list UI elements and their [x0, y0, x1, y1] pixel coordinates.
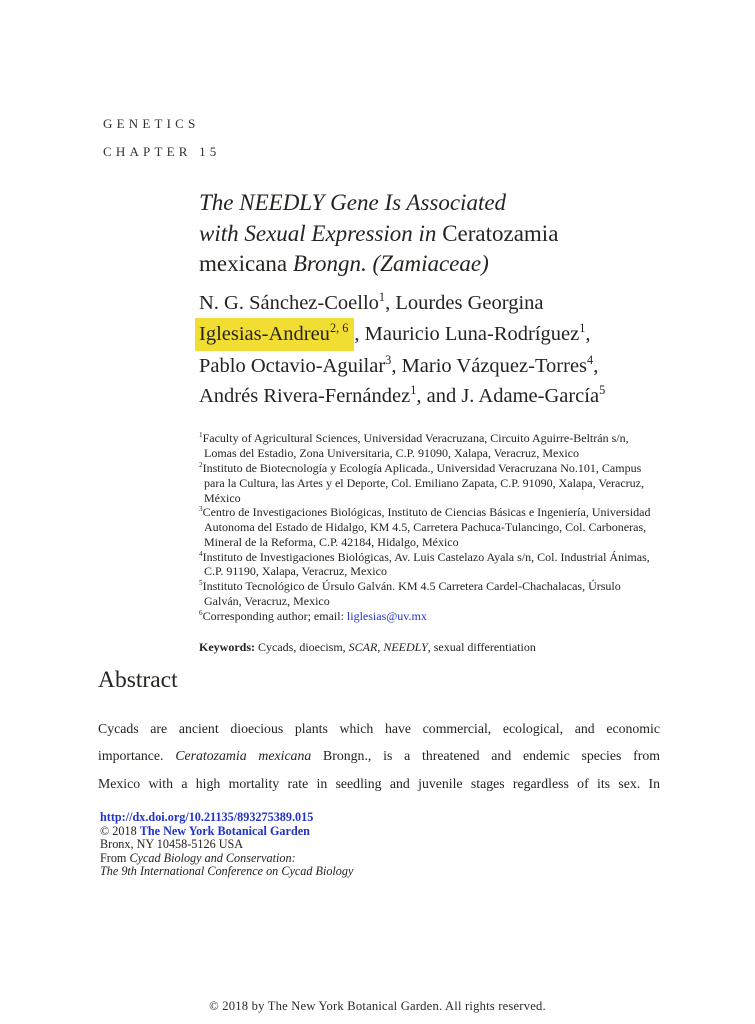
superscript: 1 [199, 431, 203, 440]
text-segment: Corresponding author; email: [202, 608, 347, 623]
keywords-line [199, 640, 661, 655]
text-segment: The NEEDLY Gene Is Associated [199, 190, 507, 215]
affiliation-4 [199, 550, 661, 580]
superscript: 1 [410, 383, 417, 398]
abstract-section [98, 667, 660, 797]
text-segment: Centro de Investigaciones Biológicas, Instituto de Ciencias Básicas e Ingeniería, Universidad Autonoma del Estado de Hidalgo, KM 4.5, Carretera Pachuca-Tulancingo, Col. Carboneras, Mineral de la Reforma, C.P. 42184, Hidalgo, México [202, 505, 651, 549]
chapter-title [199, 188, 661, 280]
copyright-line: © 2018 by The New York Botanical Garden. All rights reserved. [209, 999, 546, 1013]
superscript: 3 [199, 505, 203, 514]
abstract-heading: Abstract [98, 667, 178, 693]
text-segment: The 9th International Conference on Cycad Biology [100, 864, 354, 879]
text-segment: , sexual differentiation [427, 639, 536, 654]
superscript: 3 [385, 353, 392, 368]
text-segment: Iglesias-Andreu [199, 322, 330, 345]
text-segment: , Mauricio Luna-Rodríguez [354, 322, 580, 345]
text-segment: Ceratozamia [442, 220, 559, 246]
text-segment: Cycads are ancient dioecious plants which have commercial, ecological, and economic [98, 721, 660, 736]
superscript: 6 [199, 608, 203, 617]
series-label: GENETICS [103, 116, 200, 131]
text-segment: Cycads, dioecism, [255, 639, 349, 654]
affiliations-list [199, 431, 661, 623]
chapter-label: CHAPTER 15 [103, 144, 221, 159]
nybg-link[interactable]: The New York Botanical Garden [139, 823, 310, 838]
superscript: 4 [587, 353, 594, 368]
text-segment: Faculty of Agricultural Sciences, Universidad Veracruzana, Circuito Aguirre-Beltrán s/n, Lomas del Estadio, Zona Universitaria, C.P. 91090, Xalapa, Veracruz, Mexico [202, 431, 629, 461]
text-segment: From [100, 850, 130, 865]
title-block [199, 188, 661, 654]
superscript: 1 [378, 289, 386, 304]
credits-block [100, 811, 353, 879]
text-segment: , [585, 322, 591, 345]
affiliation-3 [199, 505, 661, 549]
text-segment: Pablo Octavio-Aguilar [199, 354, 386, 377]
authors-list [199, 288, 661, 412]
text-segment: Instituto de Biotecnología y Ecología Aplicada., Universidad Veracruzana No.101, Campus para la Cultura, las Artes y el Deporte, Col. Emiliano Zapata, C.P. 91090, Xalapa, Veracruz, México [202, 460, 644, 505]
text-segment: , and J. Adame-García [416, 385, 600, 408]
text-segment: , [377, 639, 384, 654]
text-segment: NEEDLY [383, 639, 428, 654]
text-segment: importance. [98, 748, 176, 764]
text-segment: , Mario Vázquez-Torres [391, 354, 588, 377]
text-segment: , Lourdes Georgina [385, 291, 544, 314]
chapter-header [103, 116, 220, 160]
text-segment: Andrés Rivera-Fernández [199, 385, 411, 408]
email-link[interactable]: liglesias@uv.mx [346, 608, 427, 623]
affiliation-1 [199, 431, 661, 461]
text-segment: Keywords: [199, 639, 255, 654]
affiliation-6-corresponding-author [199, 609, 661, 624]
text-segment: Mexico with a high mortality rate in seedling and juvenile stages regardless of its sex. In [98, 775, 660, 791]
text-segment: Bronx, NY 10458-5126 USA [100, 837, 244, 852]
text-segment: Instituto Tecnológico de Úrsulo Galván. KM 4.5 Carretera Cardel-Chachalacas, Úrsulo Galván, Veracruz, Mexico [202, 579, 621, 609]
superscript: 5 [599, 383, 606, 398]
affiliation-5 [199, 579, 661, 609]
page-footer [0, 999, 755, 1014]
superscript: 2, 6 [329, 320, 349, 335]
text-segment: Brongn. (Zamiaceae) [292, 251, 489, 276]
affiliation-2 [199, 461, 661, 505]
author-highlight [195, 318, 354, 351]
superscript: 1 [579, 320, 586, 335]
text-segment: © 2018 [100, 823, 140, 838]
superscript: 4 [199, 549, 203, 558]
text-segment: N. G. Sánchez-Coello [199, 291, 379, 314]
text-segment: Brongn., is a threatened and endemic species from [311, 748, 660, 764]
text-segment: Instituto de Investigaciones Biológicas, Av. Luis Castelazo Ayala s/n, Col. Industrial Ánimas, C.P. 91190, Xalapa, Veracruz, Mexico [202, 549, 650, 579]
superscript: 5 [199, 579, 203, 588]
abstract-text [98, 715, 660, 797]
text-segment: Ceratozamia mexicana [175, 748, 312, 764]
doi-link[interactable]: http://dx.doi.org/10.21135/893275389.015 [100, 810, 314, 824]
text-segment: , [593, 354, 599, 377]
superscript: 2 [199, 460, 203, 469]
text-segment: SCAR [348, 639, 378, 654]
text-segment: Cycad Biology and Conservation: [129, 850, 296, 865]
text-segment: with Sexual Expression in [199, 220, 443, 246]
text-segment: mexicana [199, 251, 293, 276]
